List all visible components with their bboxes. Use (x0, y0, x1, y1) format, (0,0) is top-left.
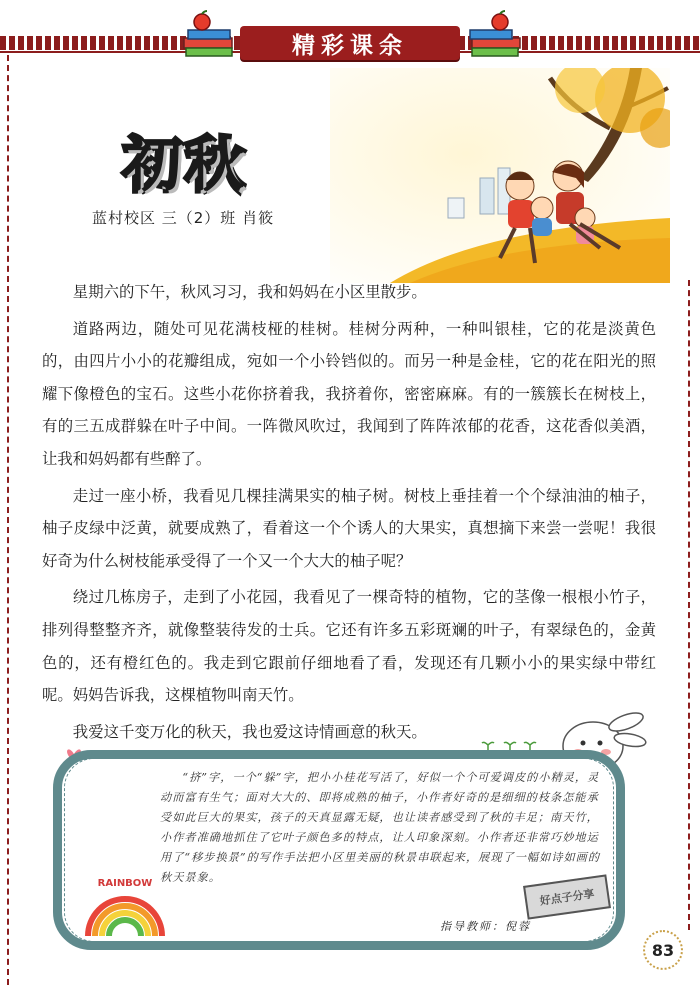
rainbow-icon (80, 872, 170, 942)
paragraph: 道路两边，随处可见花满枝桠的桂树。桂树分两种，一种叫银桂，它的花是淡黄色的，由四片小小的花瓣组成，宛如一个小铃铛似的。而另一种是金桂，它的花在阳光的照耀下像橙色的宝石。这些小花你挤着我，我挤着你，密密麻麻。有的一簇簇长在树枝上，有的三五成群躲在叶子中间。一阵微风吹过，我闻到了阵阵浓郁的花香，这花香似美酒，让我和妈妈都有些醉了。 (42, 319, 656, 468)
right-border (688, 280, 690, 930)
paragraph: 绕过几栋房子，走到了小花园，我看见了一棵奇特的植物，它的茎像一根根小竹子，排列得整整齐齐，就像整装待发的士兵。它还有许多五彩斑斓的叶子，有翠绿色的，金黄色的，还有橙红色的。我走到它跟前仔细地看了看，发现还有几颗小小的果实绿中带红呢。妈妈告诉我，这棵植物叫南天竹。 (42, 588, 656, 705)
page-number: 83 (643, 930, 683, 970)
left-border (7, 55, 9, 985)
article-body (42, 276, 656, 752)
autumn-family-illustration (330, 68, 670, 283)
comment-paragraph: “挤”字，一个“躲”字，把小小桂花写活了，好似一个个可爱调皮的小精灵，灵动而富有生气；面对大大的、即将成熟的柚子，小作者好奇的是细细的枝条怎能承受如此巨大的果实，孩子的天真显露无疑，也让读者感受到了秋的丰足；南天竹，小作者准确地抓住了它叶子颜色多的特点，让人印象深刻。小作者还非常巧妙地运用了“移步换景”的写作手法把小区里美丽的秋景串联起来，展现了一幅如诗如画的秋天景象。 (160, 771, 601, 884)
teacher-name: 指导教师：倪蓉 (440, 920, 531, 933)
teacher-comment (160, 768, 600, 888)
article-title: 初秋 (124, 131, 249, 199)
paragraph: 我爱这千变万化的秋天，我也爱这诗情画意的秋天。 (72, 722, 427, 741)
section-banner: 精彩课余 (240, 26, 460, 60)
paragraph: 走过一座小桥，我看见几棵挂满果实的柚子树。树枝上垂挂着一个个绿油油的柚子，柚子皮绿中泛黄，就要成熟了，看着这一个个诱人的大果实，真想摘下来尝一尝呢！我很好奇为什么树枝能承受得了一个又一个大大的柚子呢？ (42, 486, 656, 570)
rainbow-word: RAINBOW (97, 878, 153, 889)
paragraph: 星期六的下午，秋风习习，我和妈妈在小区里散步。 (72, 283, 427, 301)
book-stack-right-icon (466, 10, 526, 60)
author-line: 蓝村校区 三（2）班 肖筱 (92, 209, 275, 227)
book-stack-left-icon (180, 10, 240, 60)
sign-board: 好点子分享 (523, 874, 611, 919)
